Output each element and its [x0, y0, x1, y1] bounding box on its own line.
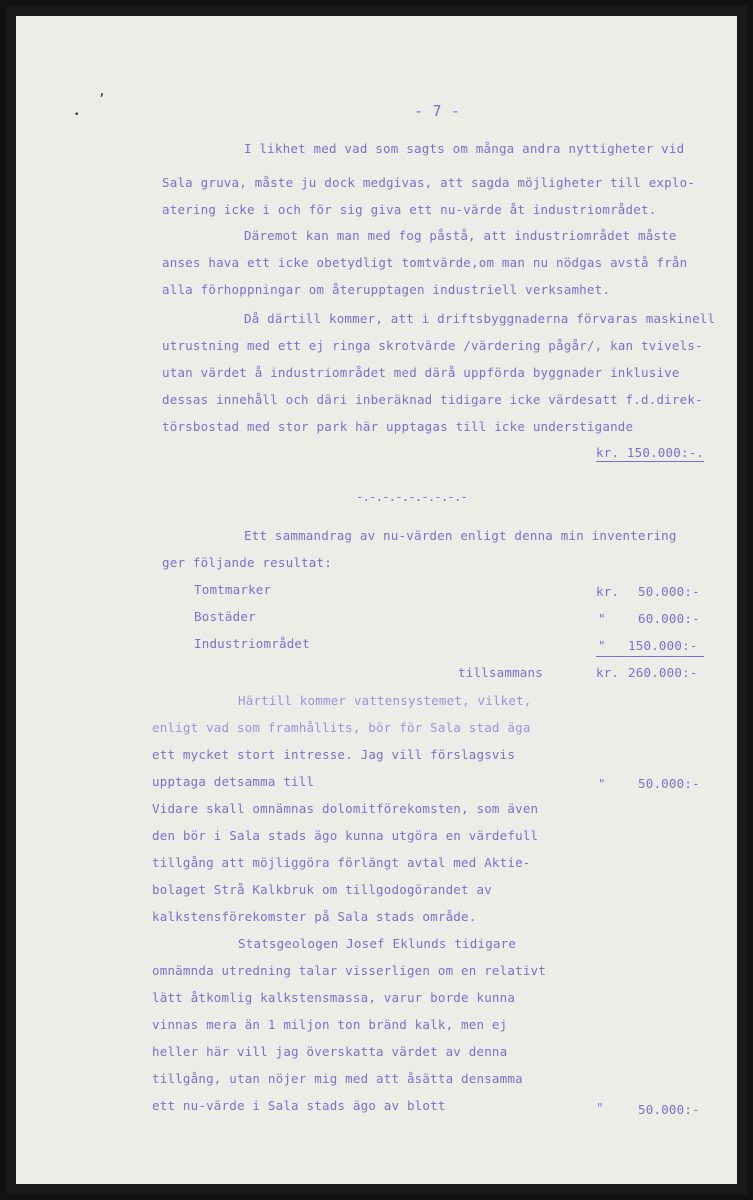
summary-total-amount: 260.000:-: [628, 665, 698, 680]
paragraph-line: atering icke i och för sig giva ett nu-värde åt industriområdet.: [162, 202, 657, 217]
summary-prefix: ": [598, 611, 606, 626]
paragraph-line: Då därtill kommer, att i driftsbyggnaderna förvaras maskinell: [244, 311, 716, 326]
summary-amount: 50.000:-: [638, 584, 700, 599]
paragraph-line: Ett sammandrag av nu-värden enligt denna min inventering: [244, 528, 677, 543]
paragraph-line: bolaget Strå Kalkbruk om tillgodogörandet av: [152, 882, 492, 897]
amount-value: 50.000:-: [638, 776, 700, 791]
scan-frame: [6, 6, 747, 1194]
paragraph-line: omnämnda utredning talar visserligen om en relativt: [152, 963, 547, 978]
summary-label: Tomtmarker: [194, 582, 272, 597]
summary-rule: [596, 656, 704, 657]
amount-value: [596, 447, 704, 460]
paragraph-line: I likhet med vad som sagts om många andra nyttigheter vid: [244, 141, 685, 156]
section-divider: -.-.-.-.-.-.-.-.-: [356, 489, 467, 504]
paragraph-line: alla förhoppningar om återupptagen industriell verksamhet.: [162, 282, 611, 297]
page-number: - 7 -: [414, 102, 461, 120]
paragraph-line: den bör i Sala stads ägo kunna utgöra en värdefull: [152, 828, 539, 843]
paragraph-line: ett nu-värde i Sala stads ägo av blott: [152, 1098, 446, 1113]
margin-mark: ,: [98, 84, 107, 99]
margin-mark: •: [74, 110, 80, 120]
amount-underlined: kr. 150.000:-.: [596, 445, 705, 460]
summary-amount: 60.000:-: [638, 611, 700, 626]
document-page: [16, 16, 737, 1184]
paragraph-line: utrustning med ett ej ringa skrotvärde /värdering pågår/, kan tvivels-: [162, 338, 703, 353]
paragraph-line: utan värdet å industriområdet med därå uppförda byggnader inklusive: [162, 365, 680, 380]
paragraph-line: heller här vill jag överskatta värdet av denna: [152, 1044, 508, 1059]
summary-amount: 150.000:-: [628, 638, 698, 653]
summary-total-label: tillsammans: [458, 665, 543, 680]
paragraph-line: ett mycket stort intresse. Jag vill förslagsvis: [152, 747, 516, 762]
paragraph-line: anses hava ett icke obetydligt tomtvärde,om man nu nödgas avstå från: [162, 255, 688, 270]
summary-label: Bostäder: [194, 609, 256, 624]
summary-label: Industriområdet: [194, 636, 310, 651]
summary-prefix: kr.: [596, 584, 620, 599]
paragraph-line: upptaga detsamma till: [152, 774, 315, 789]
paragraph-line: Vidare skall omnämnas dolomitförekomsten, som även: [152, 801, 539, 816]
paragraph-line: tillgång att möjliggöra förlängt avtal med Aktie-: [152, 855, 531, 870]
paragraph-line: Härtill kommer vattensystemet, vilket,: [238, 693, 532, 708]
paragraph-line: lätt åtkomlig kalkstensmassa, varur borde kunna: [152, 990, 516, 1005]
paragraph-line: tillgång, utan nöjer mig med att åsätta densamma: [152, 1071, 523, 1086]
paragraph-line: Sala gruva, måste ju dock medgivas, att sagda möjligheter till explo-: [162, 175, 696, 190]
paragraph-line: törsbostad med stor park här upptagas till icke understigande: [162, 419, 634, 434]
amount-prefix: ": [596, 1100, 604, 1115]
amount-prefix: ": [598, 776, 606, 791]
paragraph-line: enligt vad som framhållits, bör för Sala stad äga: [152, 720, 531, 735]
paragraph-line: dessas innehåll och däri inberäknad tidigare icke värdesatt f.d.direk-: [162, 392, 703, 407]
paragraph-line: kalkstensförekomster på Sala stads område.: [152, 909, 477, 924]
summary-prefix: ": [598, 638, 606, 653]
paragraph-line: Däremot kan man med fog påstå, att industriområdet måste: [244, 228, 677, 243]
amount-value: 50.000:-: [638, 1102, 700, 1117]
summary-total-prefix: kr.: [596, 665, 620, 680]
paragraph-line: vinnas mera än 1 miljon ton bränd kalk, men ej: [152, 1017, 508, 1032]
paragraph-line: ger följande resultat:: [162, 555, 332, 570]
paragraph-line: Statsgeologen Josef Eklunds tidigare: [238, 936, 517, 951]
